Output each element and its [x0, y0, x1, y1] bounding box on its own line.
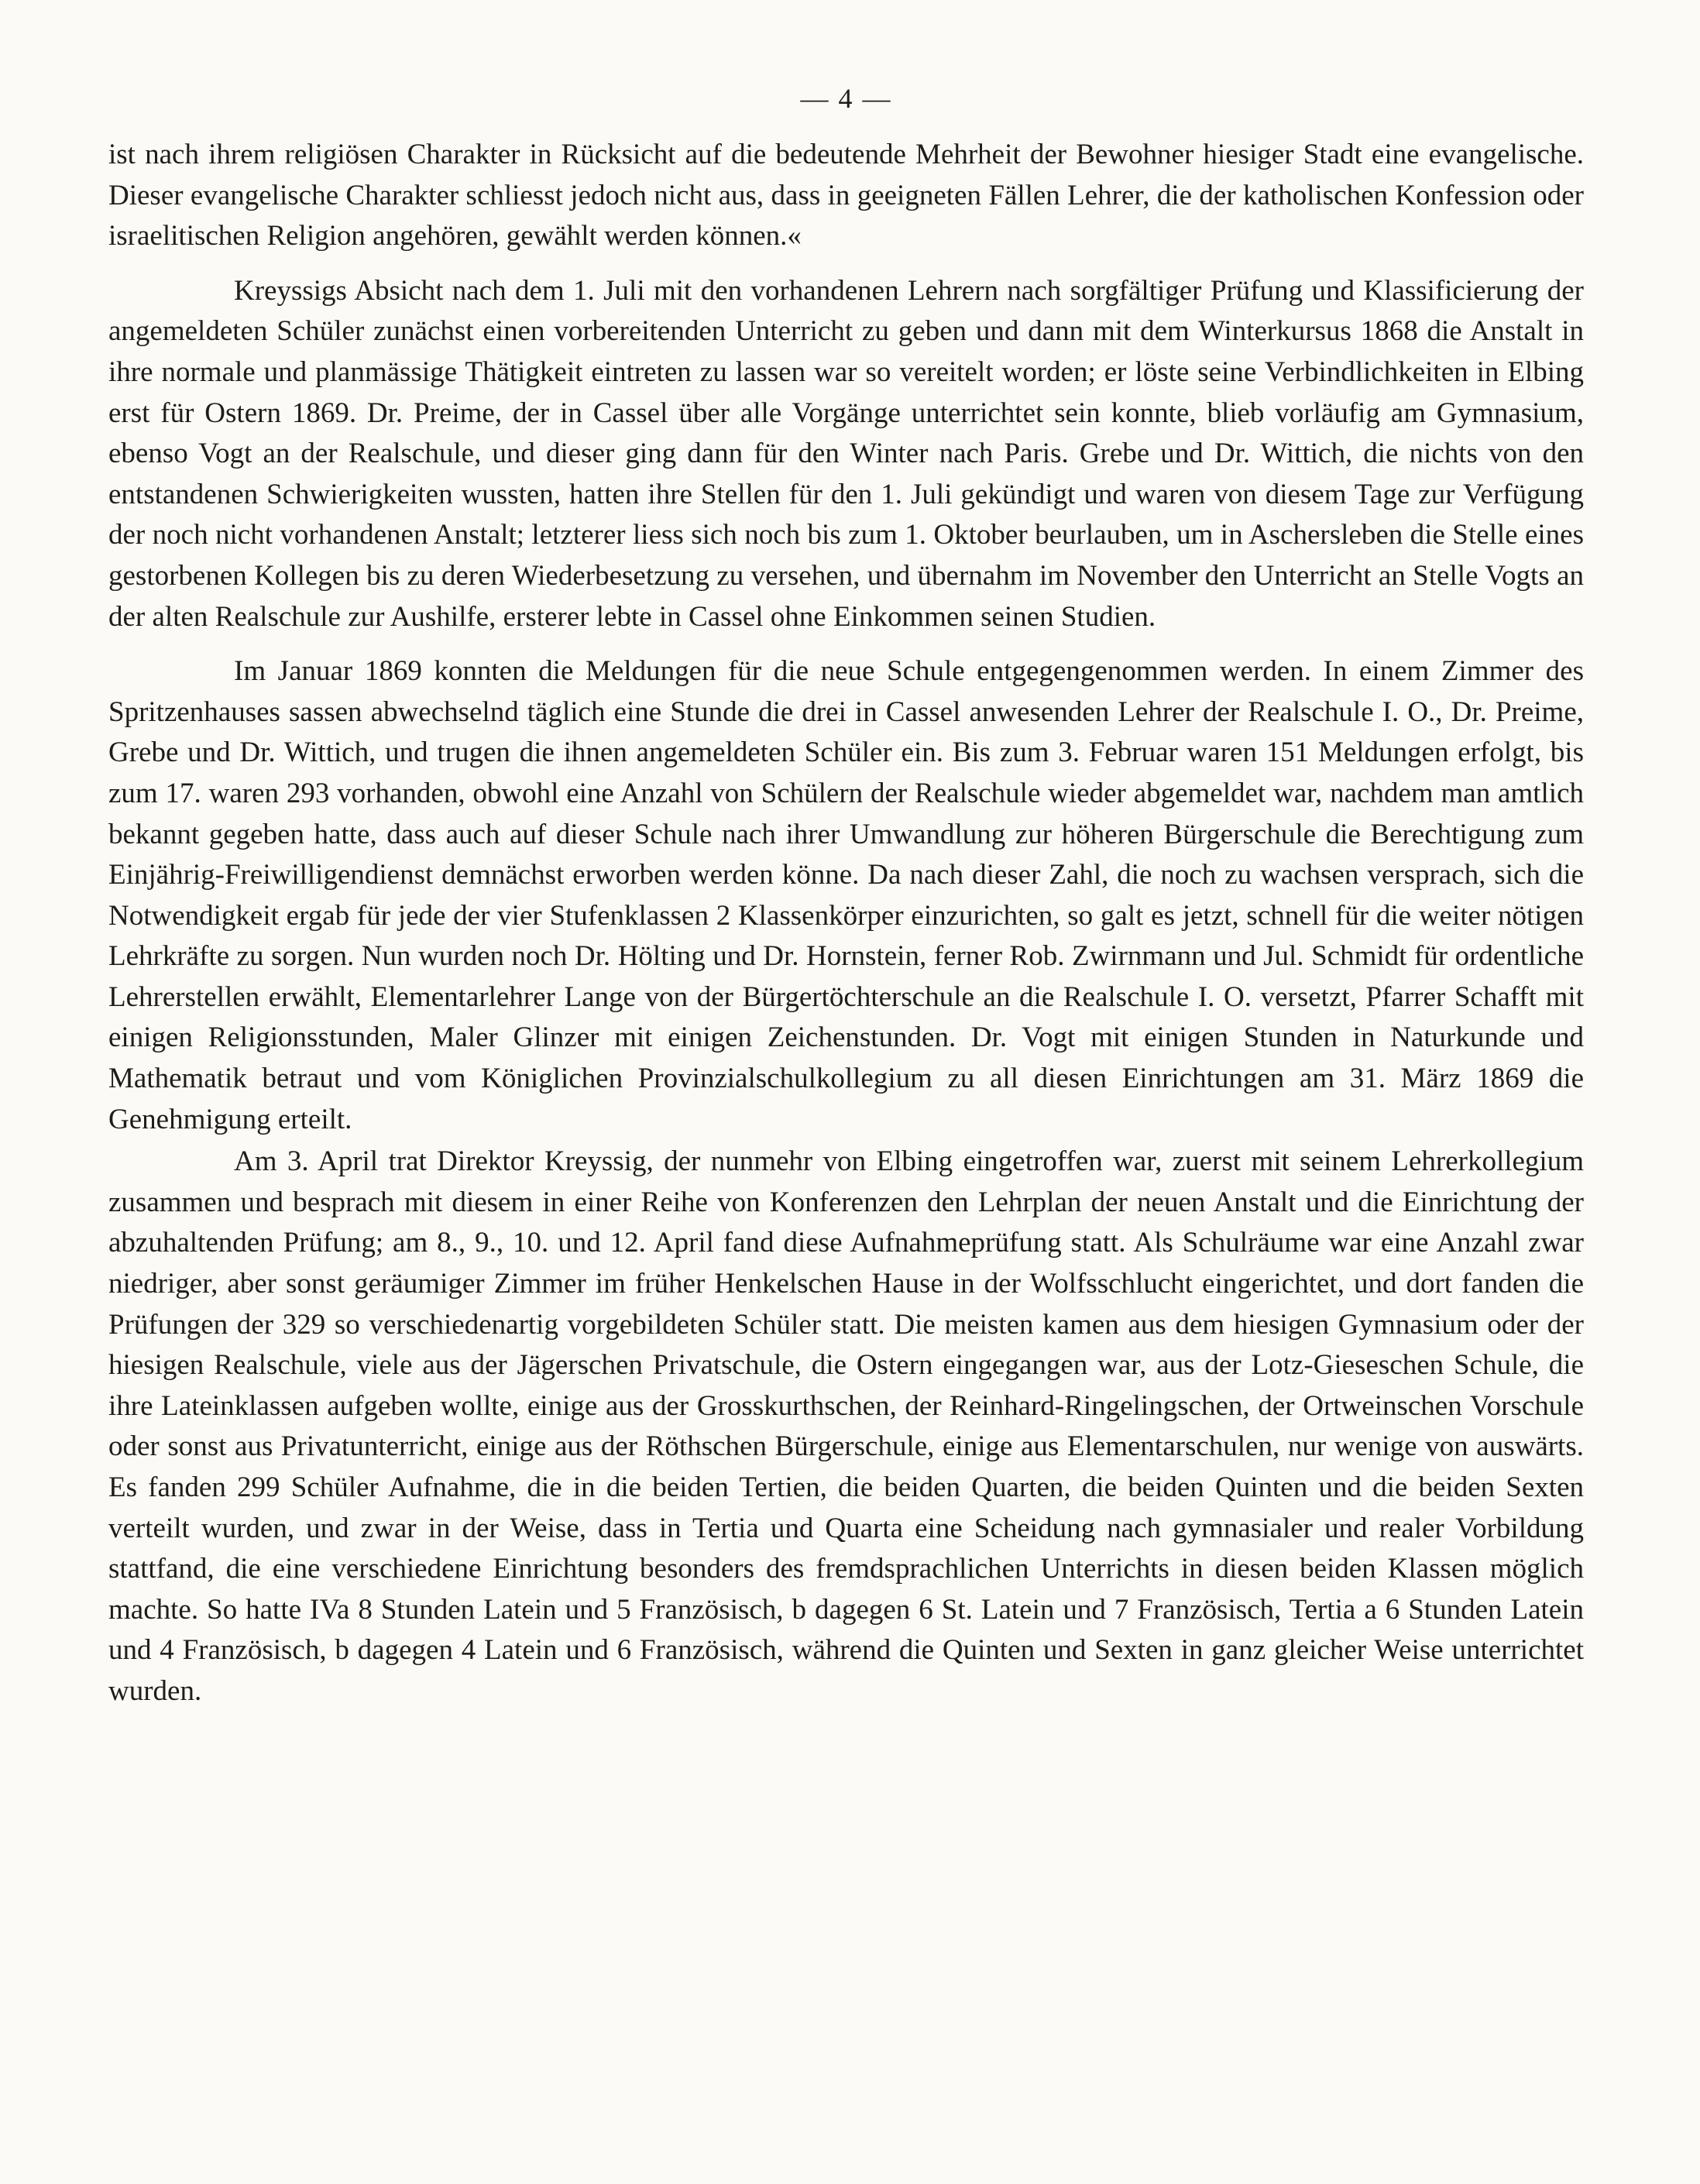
paragraph-2: Kreyssigs Absicht nach dem 1. Juli mit den vorhandenen Lehrern nach sorgfältiger Prüfung und Klassificierung der angemeldeten Schüler zunächst einen vorbereitenden Unterricht zu geben und dann mit dem Winterkursus 1868 die Anstalt in ihre normale und planmässige Thätigkeit eintreten zu lassen war so vereitelt worden; er löste seine Verbindlichkeiten in Elbing erst für Ostern 1869. Dr. Preime, der in Cassel über alle Vorgänge unterrichtet sein konnte, blieb vorläufig am Gymnasium, ebenso Vogt an der Realschule, und dieser ging dann für den Winter nach Paris. Grebe und Dr. Wittich, die nichts von den entstandenen Schwierigkeiten wussten, hatten ihre Stellen für den 1. Juli gekündigt und waren von diesem Tage zur Verfügung der noch nicht vorhandenen Anstalt; letzterer liess sich noch bis zum 1. Oktober beurlauben, um in Aschersleben die Stelle eines gestorbenen Kollegen bis zu deren Wiederbesetzung zu versehen, und übernahm im November den Unterricht an Stelle Vogts an der alten Realschule zur Aushilfe, ersterer lebte in Cassel ohne Einkommen seinen Studien.: [108, 274, 1584, 633]
page-number: — 4 —: [800, 83, 892, 114]
paragraph-4: Am 3. April trat Direktor Kreyssig, der nunmehr von Elbing eingetroffen war, zuerst mit seinem Lehrerkollegium zusammen und besprach mit diesem in einer Reihe von Konferenzen den Lehrplan der neuen Anstalt und die Einrichtung der abzuhaltenden Prüfung; am 8., 9., 10. und 12. April fand diese Aufnahmeprüfung statt. Als Schulräume war eine Anzahl zwar niedriger, aber sonst geräumiger Zimmer im früher Henkelschen Hause in der Wolfsschlucht eingerichtet, und dort fanden die Prüfungen der 329 so verschiedenartig vorgebildeten Schüler statt. Die meisten kamen aus dem hiesigen Gymnasium oder der hiesigen Realschule, viele aus der Jägerschen Privatschule, die Ostern eingegangen war, aus der Lotz-Gieseschen Schule, die ihre Lateinklassen aufgeben wollte, einige aus der Grosskurthschen, der Reinhard-Ringelingschen, der Ortweinschen Vorschule oder sonst aus Privatunterricht, einige aus der Röthschen Bürgerschule, einige aus Elementarschulen, nur wenige von auswärts. Es fanden 299 Schüler Aufnahme, die in die beiden Tertien, die beiden Quarten, die beiden Quinten und die beiden Sexten verteilt wurden, und zwar in der Weise, dass in Tertia und Quarta eine Scheidung nach gymnasialer und realer Vorbildung stattfand, die eine verschiedene Einrichtung besonders des fremdsprachlichen Unterrichts in diesen beiden Klassen möglich machte. So hatte IVa 8 Stunden Latein und 5 Französisch, b dagegen 6 St. Latein und 7 Französisch, Tertia a 6 Stunden Latein und 4 Französisch, b dagegen 4 Latein und 6 Französisch, während die Quinten und Sexten in ganz gleicher Weise unterrichtet wurden.: [108, 1145, 1584, 1707]
paragraph-1: ist nach ihrem religiösen Charakter in Rücksicht auf die bedeutende Mehrheit der Bewohner hiesiger Stadt eine evangelische. Dieser evangelische Charakter schliesst jedoch nicht aus, dass in geeigneten Fällen Lehrer, die der katholischen Konfession oder israelitischen Religion angehören, gewählt werden können.«: [108, 139, 1584, 252]
paragraph-3: Im Januar 1869 konnten die Meldungen für die neue Schule entgegengenommen werden. In einem Zimmer des Spritzenhauses sassen abwechselnd täglich eine Stunde die drei in Cassel anwesenden Lehrer der Realschule I. O., Dr. Preime, Grebe und Dr. Wittich, und trugen die ihnen angemeldeten Schüler ein. Bis zum 3. Februar waren 151 Meldungen erfolgt, bis zum 17. waren 293 vorhanden, obwohl eine Anzahl von Schülern der Realschule wieder abgemeldet war, nachdem man amtlich bekannt gegeben hatte, dass auch auf dieser Schule nach ihrer Umwandlung zur höheren Bürgerschule die Berechtigung zum Einjährig-Freiwilligendienst demnächst erworben werden könne. Da nach dieser Zahl, die noch zu wachsen versprach, sich die Notwendigkeit ergab für jede der vier Stufenklassen 2 Klassenkörper einzurichten, so galt es jetzt, schnell für die weiter nötigen Lehrkräfte zu sorgen. Nun wurden noch Dr. Hölting und Dr. Hornstein, ferner Rob. Zwirnmann und Jul. Schmidt für ordentliche Lehrerstellen erwählt, Elementarlehrer Lange von der Bürgertöchterschule an die Realschule I. O. versetzt, Pfarrer Schafft mit einigen Religionsstunden, Maler Glinzer mit einigen Zeichenstunden. Dr. Vogt mit einigen Stunden in Naturkunde und Mathematik betraut und vom Königlichen Provinzialschulkollegium zu all diesen Einrichtungen am 31. März 1869 die Genehmigung erteilt.: [108, 655, 1584, 1135]
document-page: [108, 77, 1584, 1712]
